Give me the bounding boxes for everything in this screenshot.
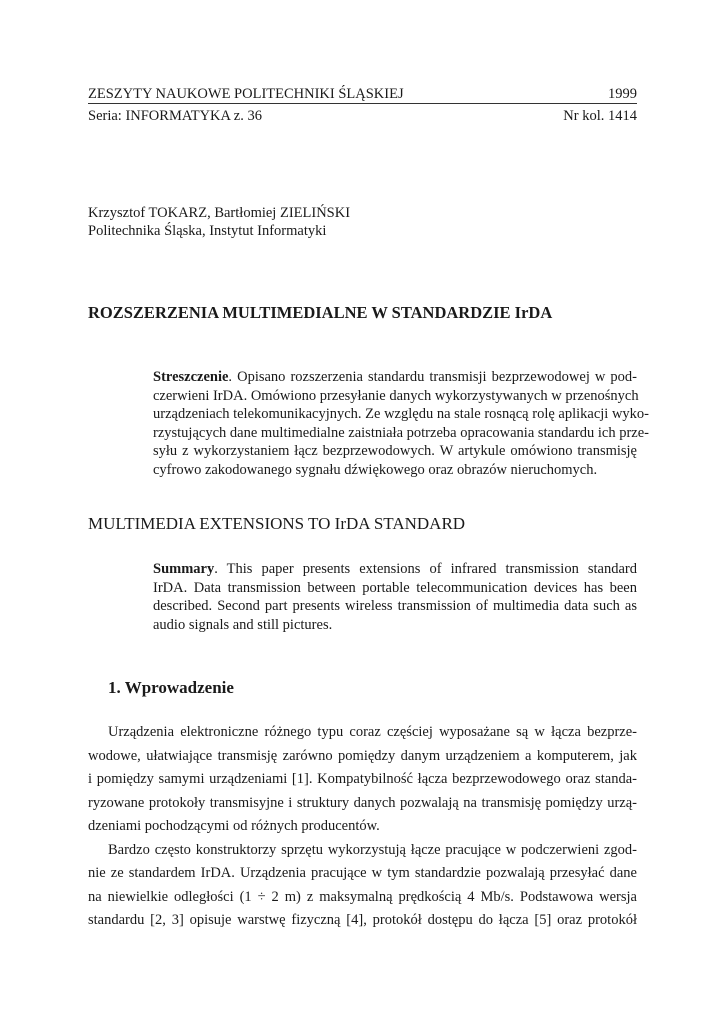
abstract-pl-line: syłu z wykorzystaniem łącz bezprzewodowych. W artykule omówiono transmisję bbox=[153, 443, 637, 460]
body-line: ryzowane protokoły transmisyjne i struktury danych pozwalają na transmisję pomiędzy urzą- bbox=[88, 794, 637, 811]
abstract-en-line: described. Second part presents wireless transmission of multimedia data such as bbox=[153, 598, 637, 615]
section-body bbox=[88, 721, 637, 933]
journal-year: 1999 bbox=[608, 86, 637, 102]
body-line: nie ze standardem IrDA. Urządzenia pracujące w tym standardzie pozwalają przesyłać dane bbox=[88, 865, 637, 881]
journal-name: ZESZYTY NAUKOWE POLITECHNIKI ŚLĄSKIEJ bbox=[88, 86, 404, 102]
abstract-pl-line: rzystujących dane multimedialne zaistniała potrzeba opracowania standardu ich prze- bbox=[153, 424, 650, 441]
author-affiliation: Politechnika Śląska, Instytut Informatyki bbox=[88, 223, 327, 239]
header-rule bbox=[88, 103, 637, 104]
body-line: Bardzo często konstruktorzy sprzętu wykorzystują łącze pracujące w podczerwieni zgod- bbox=[108, 841, 637, 858]
paper-title-en: MULTIMEDIA EXTENSIONS TO IrDA STANDARD bbox=[88, 514, 466, 533]
abstract-pl-line: czerwieni IrDA. Omówiono przesyłanie danych wykorzystywanych w przenośnych bbox=[153, 387, 639, 404]
abstract-en-line: IrDA. Data transmission between portable telecommunication devices has been bbox=[153, 579, 637, 596]
body-line: Urządzenia elektroniczne różnego typu coraz częściej wyposażane są w łącza bezprze- bbox=[108, 724, 637, 740]
journal-number: Nr kol. 1414 bbox=[563, 108, 637, 124]
journal-series: Seria: INFORMATYKA z. 36 bbox=[88, 108, 262, 124]
abstract-en-line: Summary. This paper presents extensions of infrared transmission standard bbox=[153, 561, 637, 577]
paper-title-pl: ROZSZERZENIA MULTIMEDIALNE W STANDARDZIE IrDA bbox=[88, 303, 553, 322]
body-line: wodowe, ułatwiające transmisję zarówno pomiędzy danym urządzeniem a komputerem, jak bbox=[88, 747, 637, 764]
abstract-pl-lead: Streszczenie bbox=[153, 369, 229, 385]
body-line: dzeniami pochodzącymi od różnych producentów. bbox=[88, 818, 380, 834]
abstract-pl-line: Streszczenie. Opisano rozszerzenia standardu transmisji bezprzewodowej w pod- bbox=[153, 369, 637, 385]
section-heading: 1. Wprowadzenie bbox=[108, 678, 234, 697]
body-line: standardu [2, 3] opisuje warstwę fizyczną [4], protokół dostępu do łącza [5] oraz protokół bbox=[88, 912, 637, 928]
abstract-en-lead: Summary bbox=[153, 561, 215, 577]
author-names: Krzysztof TOKARZ, Bartłomiej ZIELIŃSKI bbox=[88, 205, 351, 221]
abstract-pl-line: cyfrowo zakodowanego sygnału dźwiękowego oraz obrazów nieruchomych. bbox=[153, 461, 598, 478]
abstract-en bbox=[153, 560, 637, 634]
abstract-pl-line: urządzeniach telekomunikacyjnych. Ze względu na stale rosnącą rolę aplikacji wyko- bbox=[153, 406, 650, 423]
abstract-en-line: audio signals and still pictures. bbox=[153, 616, 333, 633]
body-line: i pomiędzy samymi urządzeniami [1]. Kompatybilność łącza bezprzewodowego oraz standa- bbox=[88, 771, 637, 787]
body-line: na niewielkie odległości (1 ÷ 2 m) z maksymalną prędkością 4 Mb/s. Podstawowa wersja bbox=[88, 888, 637, 905]
abstract-pl bbox=[153, 368, 650, 480]
